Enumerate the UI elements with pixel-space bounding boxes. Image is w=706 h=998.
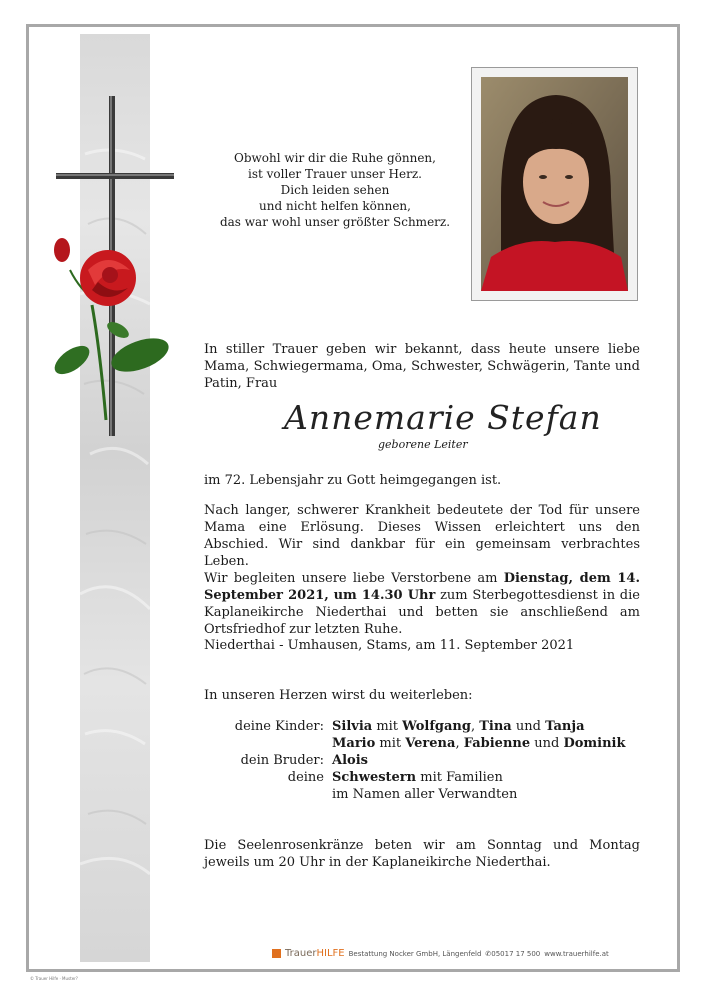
- poem-line: ist voller Trauer unser Herz.: [248, 167, 422, 181]
- funeral-date: Dienstag, dem 14. September 2021,: [204, 571, 640, 603]
- relative-name: Wolfgang: [402, 719, 471, 734]
- poem-line: Dich leiden sehen: [280, 183, 390, 197]
- place-date: Niederthai - Umhausen, Stams, am 11. September 2021: [204, 638, 575, 653]
- relatives-line: im Namen aller Verwandten: [332, 787, 518, 802]
- portrait-frame: [471, 67, 638, 301]
- children-line: [332, 718, 585, 735]
- children-label: deine Kinder:: [234, 719, 324, 734]
- poem-line: und nicht helfen können,: [259, 199, 411, 213]
- brand-part: Trauer: [285, 948, 317, 959]
- children-line: [332, 735, 626, 752]
- poem: [210, 150, 460, 230]
- relative-name: Schwestern: [332, 770, 417, 785]
- connector: mit: [375, 736, 406, 751]
- rosary-paragraph: Die Seelenrosenkränze beten wir am Sonntag und Montag jeweils um 20 Uhr in der Kaplaneikirche Niederthai.: [204, 838, 640, 870]
- intro-text: In stiller Trauer geben wir bekannt, dass heute unsere liebe Mama, Schwiegermama, Oma, Schwester, Schwägerin, Tante und Patin, Frau: [204, 342, 640, 391]
- hearts-line: In unseren Herzen wirst du weiterleben:: [204, 688, 473, 703]
- brand-name: [285, 948, 345, 959]
- connector: mit: [372, 719, 403, 734]
- relative-name: Mario: [332, 736, 376, 751]
- trauerhilfe-logo-icon: [272, 949, 281, 958]
- relative-name: Tina: [479, 719, 512, 734]
- sisters-line: [332, 769, 503, 786]
- deceased-name: Annemarie Stefan: [284, 398, 602, 437]
- poem-line: Obwohl wir dir die Ruhe gönnen,: [234, 151, 436, 165]
- poem-line: das war wohl unser größter Schmerz.: [219, 215, 451, 229]
- age-line: im 72. Lebensjahr zu Gott heimgegangen ist.: [204, 473, 502, 488]
- connector: und: [511, 719, 546, 734]
- relative-name: Verena: [405, 736, 456, 751]
- brand-part: HILFE: [316, 948, 345, 959]
- portrait-photo: [481, 77, 628, 291]
- company-name: Bestattung Nocker GmbH, Längenfeld: [348, 949, 482, 958]
- footer: [272, 948, 609, 959]
- funeral-time: um 14.30 Uhr: [333, 588, 436, 603]
- funeral-text: zum Sterbegottesdienst in die Kaplaneikirche Niederthai und betten sie anschließend am Ortsfriedhof zur letzten Ruhe.: [204, 588, 640, 637]
- brother-label: dein Bruder:: [240, 753, 324, 768]
- illness-paragraph: Nach langer, schwerer Krankheit bedeutete der Tod für unsere Mama eine Erlösung. Dieses Wissen erleichtert uns den Abschied. Wir sind dankbar für ein gemeinsam verbrachtes Leben.: [204, 503, 640, 569]
- funeral-text: Wir begleiten unsere liebe Verstorbene am: [204, 571, 504, 586]
- website-url: www.trauerhilfe.at: [544, 949, 609, 958]
- connector: und: [530, 736, 564, 751]
- maiden-name: geborene Leiter: [378, 438, 468, 451]
- connector: mit Familien: [416, 770, 503, 785]
- brother-name: [332, 752, 368, 769]
- copyright-note: © Trauer Hilfe · Muster?: [30, 976, 78, 981]
- relative-name: Silvia: [332, 719, 373, 734]
- relative-name: Alois: [332, 753, 368, 768]
- relative-name: Fabienne: [463, 736, 531, 751]
- relative-name: Dominik: [563, 736, 626, 751]
- cross-with-rose-icon: [40, 90, 190, 450]
- funeral-paragraph: [204, 570, 640, 638]
- phone-number: ✆05017 17 500: [485, 949, 541, 958]
- connector: ,: [455, 736, 464, 751]
- connector: ,: [470, 719, 480, 734]
- sisters-label: deine: [287, 770, 324, 785]
- relative-name: Tanja: [545, 719, 585, 734]
